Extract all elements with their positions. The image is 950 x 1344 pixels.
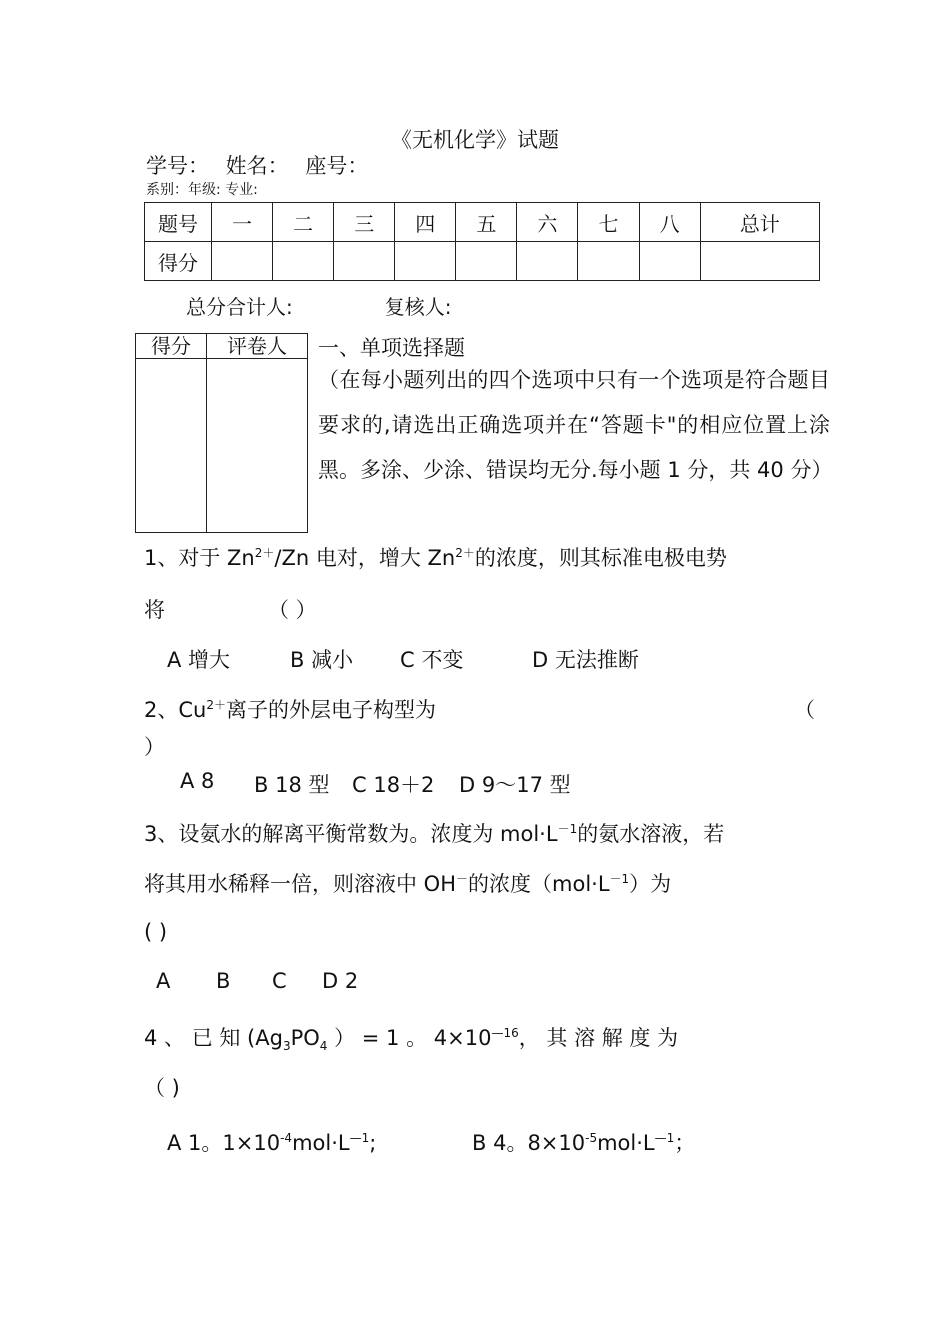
question-3-line1: 3、设氨水的解离平衡常数为。浓度为 $mol\cdot L^{-1}$的氨水溶液，若 <box>144 822 725 846</box>
question-2-paren-close: ） <box>144 735 165 759</box>
q3-option-b[interactable]: B <box>216 969 231 993</box>
grader-score-header: 得分 <box>136 334 207 359</box>
score-entry[interactable] <box>517 242 578 281</box>
section-instructions: （在每小题列出的四个选项中只有一个选项是符合题目要求的,请选出正确选项并在“答题卡"的相应位置上涂黑。多涂、少涂、错误均无分.每小题 1 分，共 40 分） <box>318 368 833 482</box>
grader-box <box>135 333 308 533</box>
score-cell-3: 三 <box>334 203 395 242</box>
q3-option-c[interactable]: C <box>272 969 287 993</box>
score-entry[interactable] <box>700 242 819 281</box>
score-cell-6: 六 <box>517 203 578 242</box>
score-table-score-row <box>145 242 820 281</box>
q3-option-a[interactable]: A <box>156 969 171 993</box>
grader-name-header: 评卷人 <box>207 334 308 359</box>
score-cell-1: 一 <box>212 203 273 242</box>
question-4-answer-paren: （ ) <box>144 1076 180 1100</box>
score-cell-5: 五 <box>456 203 517 242</box>
grader-score-cell[interactable] <box>136 359 207 533</box>
question-3-answer-paren: ( ) <box>144 920 168 944</box>
score-cell-2: 二 <box>273 203 334 242</box>
score-entry[interactable] <box>456 242 517 281</box>
score-row-label: 得分 <box>145 242 212 281</box>
score-entry[interactable] <box>334 242 395 281</box>
student-info-line: 学号： 姓名： 座号： <box>146 154 369 178</box>
reviewer-label: 复核人: <box>384 295 452 319</box>
signers-line <box>186 291 452 320</box>
page-title: 《无机化学》试题 <box>391 128 559 152</box>
q1-option-c[interactable]: C 不变 <box>400 648 464 672</box>
score-entry[interactable] <box>578 242 639 281</box>
question-2-paren-open: （ <box>794 698 815 722</box>
q4-option-b[interactable]: B 4。$8\times 10^{-5}mol\cdot L^{—1}$； <box>472 1131 696 1155</box>
question-1-line2: 将 <box>144 598 165 622</box>
score-entry[interactable] <box>273 242 334 281</box>
department-line: 系别：年级: 专业: <box>146 182 258 198</box>
question-2-line1: 2、$Cu^{2+}$离子的外层电子构型为 <box>144 698 436 722</box>
score-entry[interactable] <box>639 242 700 281</box>
score-table <box>144 202 820 281</box>
score-entry[interactable] <box>212 242 273 281</box>
score-cell-8: 八 <box>639 203 700 242</box>
score-table-header-row <box>145 203 820 242</box>
q3-option-d[interactable]: D 2 <box>322 969 359 993</box>
question-1-line1: 1、对于 $Zn^{2+}/Zn$ 电对，增大 $Zn^{2+}$的浓度，则其标准电极电势 <box>144 546 727 570</box>
score-cell-4: 四 <box>395 203 456 242</box>
q1-option-a[interactable]: A 增大 <box>167 648 231 672</box>
score-entry[interactable] <box>395 242 456 281</box>
q2-option-b[interactable]: B 18 型 <box>254 773 330 797</box>
q2-option-c[interactable]: C 18＋2 <box>352 773 435 797</box>
question-3-line2: 将其用水稀释一倍，则溶液中 OH－的浓度$(mol\cdot L^{-1})$为 <box>144 872 672 896</box>
q2-option-a[interactable]: A 8 <box>180 769 215 793</box>
total-scorer-label: 总分合计人: <box>186 295 293 319</box>
question-1-answer-paren: （ ） <box>268 598 317 622</box>
score-cell-label: 题号 <box>145 203 212 242</box>
question-4-line1: 4 、 已 知 ($Ag_3PO_4$ ） = 1 。 $4\times 10^{—16}$， 其 溶 解 度 为 <box>144 1026 679 1054</box>
section-title: 一、单项选择题 <box>318 336 465 360</box>
q1-option-b[interactable]: B 减小 <box>290 648 354 672</box>
q2-option-d[interactable]: D 9～17 型 <box>459 773 571 797</box>
score-cell-total: 总计 <box>700 203 819 242</box>
score-cell-7: 七 <box>578 203 639 242</box>
grader-name-cell[interactable] <box>207 359 308 533</box>
q4-option-a[interactable]: A 1。$1\times 10^{-4}mol\cdot L^{—1}$; <box>167 1131 377 1155</box>
q1-option-d[interactable]: D 无法推断 <box>532 648 639 672</box>
